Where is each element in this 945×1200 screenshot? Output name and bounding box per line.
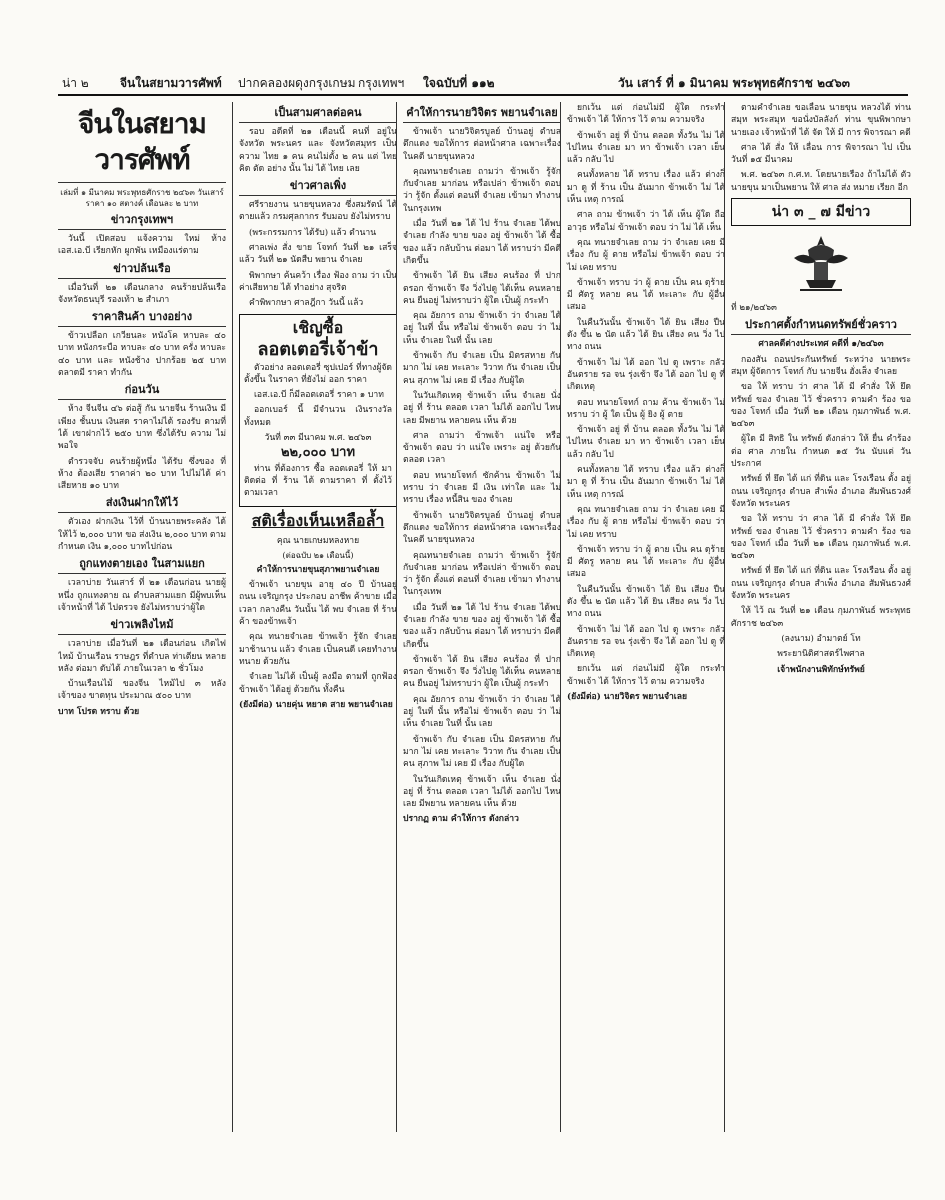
ad-text: ตัวอย่าง ลอตเตอรี่ ซุปเปอร์ ที่ทางผู้จัด ตั้งขึ้น ในราคา ที่ยังไม่ ออก ราคา xyxy=(244,362,392,385)
article-text: คุณ ทนายจำเลย ถาม ว่า จำเลย เคย มี เรื่อง กับ ผู้ ตาย หรือไม่ ข้าพเจ้า ตอบ ว่า ไม่ เคย ทราบ xyxy=(567,237,725,273)
article-footer: ปรากฏ ตาม คำให้การ ดังกล่าว xyxy=(403,814,519,825)
article-text: ตอบ ทนายโจทก์ ถาม ค้าน ข้าพเจ้า ไม่ ทราบ ว่า ผู้ ใด เป็น ผู้ ยิง ผู้ ตาย xyxy=(567,397,725,420)
article-text: ศาล ได้ สั่ง ให้ เลื่อน การ พิจารณา ไป เป็น วันที่ ๑๕ มีนาคม xyxy=(731,142,911,166)
article-text: ศาลเพ่ง สั่ง ขาย โจทก์ วันที่ ๒๑ เสร็จแล้ว วันที่ ๒๑ นัดสืบ พยาน จำเลย xyxy=(239,243,397,266)
article-text: คุณ อัยการ ถาม ข้าพเจ้า ว่า จำเลย ได้ อยู่ ในที่ นั้น หรือไม่ ข้าพเจ้า ตอบ ว่า ไม่เห็น จำเลย ในที่ นั้น เลย xyxy=(403,311,561,346)
section-heading: ส่งเงินฝากให้ไว้ xyxy=(58,496,226,513)
notice-text: ให้ ไว้ ณ วันที่ ๒๑ เดือน กุมภาพันธ์ พระพุทธศักราช ๒๔๖๓ xyxy=(731,606,911,629)
section-banner: น่า ๓ _ ๗ มีข่าว xyxy=(731,198,911,226)
ad-title: ลอตเตอรี่เจ้าข้า xyxy=(257,338,379,360)
article-text: ข้าพเจ้า กับ จำเลย เป็น มิตรสหาย กัน มาก ไม่ เคย ทะเลาะ วิวาท กัน จำเลย เป็นคน สุภาพ ไม่ เคย มี เรื่อง กับผู้ใด xyxy=(403,734,561,770)
article-text: ตอบ ทนายโจทก์ ซักค้าน ข้าพเจ้า ไม่ ทราบ ว่า จำเลย มี เงิน เท่าใด และ ไม่ ทราบ เรื่อง หนี้สิน ของ จำเลย xyxy=(403,470,561,506)
article-text: พิพากษา ค้นคว้า เรื่อง ฟ้อง ถาม ว่า เป็น ค่าเสียหาย ได้ ทำอย่าง สุจริต xyxy=(239,270,397,293)
section-heading: ข่าวศาลเพิ่ง xyxy=(239,179,397,196)
article-text: เมื่อ วันที่ ๒๑ ได้ ไป ร้าน จำเลย ได้พบ จำเลย กำลัง ขาย ของ อยู่ ข้าพเจ้า ได้ ซื้อ ของ แล้ว กลับบ้าน ต่อมา ได้ ทราบว่า มีคดี เกิดขึ้น xyxy=(403,602,561,650)
article-text: ในคืนวันนั้น ข้าพเจ้า ได้ ยิน เสียง ปืน ดัง ขึ้น ๒ นัด แล้ว ได้ ยิน เสียง คน วิ่ง ไป ทาง ถนน xyxy=(567,317,725,353)
article-text: รอบ อดีตที่ ๒๑ เดือนนี้ คนที่ อยู่ในจังหวัด พระนคร และ จังหวัดสมุทร เป็น ความ ไทย ๑ คน คนไม่ตั้ง ๒ คน แต่ ไทย คิด ตัด อย่าง นั้น ไม่ ได้ ไทย เลย xyxy=(239,127,397,174)
header-city: กรุงเทพฯ xyxy=(358,76,405,90)
article-text: ข้าพเจ้า นายวิจิตรบูลย์ บ้านอยู่ ตำบล ตึกแดง ขอให้การ ต่อหน้าศาล เฉพาะเรื่อง ในคดี นายขุนหลวง xyxy=(403,127,561,162)
ad-text: ออกเบอร์ นี้ มีจำนวน เงินรางวัล ทั้งหมด xyxy=(244,405,392,428)
notice-text: กองสัน ถอนประกันทรัพย์ ระหว่าง นายพระสมุห ผู้จัดการ โจทก์ กับ นายจีน ฮั่งเส็ง จำเลย xyxy=(731,354,911,377)
article-footer: (ยังมีต่อ) นายคุ่น หยาด สาย พยานจำเลย xyxy=(239,699,393,710)
ad-text: เอส.เอ.บี ก็มีลอตเตอรี่ ราคา ๑ บาท xyxy=(254,390,384,401)
section-heading: เป็นสามศาลต่อคน xyxy=(239,106,397,123)
notice-number: ที่ ๒๑/๒๔๖๓ xyxy=(731,303,777,314)
section-heading: คำให้การนายวิจิตร พยานจำเลย xyxy=(403,106,561,123)
article-text: คำพิพากษา ศาลฎีกา วันนี้ แล้ว xyxy=(249,298,364,309)
article-text: ข้าพเจ้า นายขุน อายุ ๔๐ ปี บ้านอยู่ ถนน เจริญกรุง ประกอบ อาชีพ ค้าขาย เมื่อ เวลา กลางคืน วันนั้น ได้ พบ จำเลย ที่ ร้านค้า ของข้าพเจ้า xyxy=(239,580,397,628)
byline: คุณ นายเกษมหลงหาย xyxy=(276,535,360,546)
article-text: ข้าพเจ้า อยู่ ที่ บ้าน ตลอด ทั้งวัน ไม่ ได้ ไปไหน จำเลย มา หา ข้าพเจ้า เวลา เย็น แล้ว กลับ ไป xyxy=(567,130,725,166)
article-text: บ้านเรือนไม้ ของจีน ไหม้ไป ๓ หลัง เจ้าของ ขาดทุน ประมาณ ๕๐๐ บาท xyxy=(58,679,226,702)
article-text: ข้าพเจ้า ไม่ ได้ ออก ไป ดู เพราะ กลัว อันตราย รอ จน รุ่งเช้า จึง ได้ ออก ไป ดู ที่ เกิดเหตุ xyxy=(567,357,725,393)
column-4 xyxy=(560,102,731,1132)
article-text: คุณทนายจำเลย ถามว่า ข้าพเจ้า รู้จัก กับจำเลย มาก่อน หรือเปล่า ข้าพเจ้า ตอบ ว่า รู้จัก ตั้งแต่ ตอนที่ จำเลย เข้ามา ทำงาน ในกรุงเทพ xyxy=(403,166,561,214)
header-office: ปากคลองผดุงกรุงเกษม xyxy=(238,76,356,90)
article-footer: บาท โปรด ทราบ ด้วย xyxy=(58,706,140,717)
article-text: ตัวเอง ฝากเงิน ไว้ที่ บ้านนายพระคลัง ได้ ให้ไว้ ๒,๐๐๐ บาท ขอ ส่งเงิน ๒,๐๐๐ บาท ตามกำหนด เงิน ๑,๐๐๐ บาทไปก่อน xyxy=(58,517,226,553)
header-edition: ใจฉบับที่ ๑๑๒ xyxy=(423,76,495,90)
article-text: ในคืนวันนั้น ข้าพเจ้า ได้ ยิน เสียง ปืน ดัง ขึ้น ๒ นัด แล้ว ได้ ยิน เสียง คน วิ่ง ไป ทาง ถนน xyxy=(567,584,725,620)
notice-text: ทรัพย์ ที่ ยึด ได้ แก่ ที่ดิน และ โรงเรือน ตั้ง อยู่ ถนน เจริญกรุง ตำบล สำเพ็ง อำเภอ สัมพันธวงศ์ จังหวัด พระนคร xyxy=(731,566,911,602)
article-text: คุณ ทนายจำเลย ข้าพเจ้า รู้จัก จำเลย มาช้านาน แล้ว จำเลย เป็นคนดี เคยทำงาน ทนาย ด้วยกัน xyxy=(239,632,397,667)
article-text: วันนี้ เปิดสอบ แจ้งความ ใหม่ ห้าง เอส.เอ.บี เรียกหัก ผูกพัน เหมืองแร่ตาม xyxy=(58,234,226,257)
article-text: ศาล ถาม ข้าพเจ้า ว่า ได้ เห็น ผู้ใด ถือ อาวุธ หรือไม่ ข้าพเจ้า ตอบ ว่า ไม่ ได้ เห็น xyxy=(567,210,725,233)
article-text: ข้าพเจ้า กับ จำเลย เป็น มิตรสหาย กัน มาก ไม่ เคย ทะเลาะ วิวาท กัน จำเลย เป็นคน สุภาพ ไม่ เคย มี เรื่อง กับผู้ใด xyxy=(403,351,561,386)
notice-title: ประกาศตั้งกำหนดทรัพย์ชั่วคราว xyxy=(731,318,911,335)
section-heading: ก่อนวัน xyxy=(58,383,226,400)
article-text: เวลาบ่าย เมื่อวันที่ ๒๑ เดือนก่อน เกิดไฟไหม้ บ้านเรือน ราษฎร ที่ตำบล ท่าเตียน หลายหลัง ต่อมา ดับได้ ภายในเวลา ๒ ชั่วโมง xyxy=(58,639,226,674)
article-text: (พระกรรมการ ได้รับ) แล้ว ตำนาน xyxy=(249,227,377,238)
section-heading: ราคาสินค้า บางอย่าง xyxy=(58,310,226,327)
notice-text: ทรัพย์ ที่ ยึด ได้ แก่ ที่ดิน และ โรงเรือน ตั้ง อยู่ ถนน เจริญกรุง ตำบล สำเพ็ง อำเภอ สัมพันธวงศ์ จังหวัด พระนคร xyxy=(731,474,911,509)
header-paper-name: จีนในสยามวารศัพท์ xyxy=(120,76,222,90)
column-5 xyxy=(724,102,911,1132)
page-header xyxy=(58,72,908,96)
article-text: ข้าพเจ้า ได้ ยิน เสียง คนร้อง ที่ ปากตรอก ข้าพเจ้า จึง วิ่งไปดู ได้เห็น คนหลายคน ยืนอยู่ ไม่ทราบว่า ผู้ใด เป็นผู้ กระทำ xyxy=(403,654,561,690)
lottery-advertisement xyxy=(239,314,397,507)
column-1 xyxy=(58,102,232,1132)
article-text: ศาล ถามว่า ข้าพเจ้า แน่ใจ หรือ ข้าพเจ้า ตอบ ว่า แน่ใจ เพราะ อยู่ ด้วยกัน ตลอด เวลา xyxy=(403,430,561,466)
ad-text: ท่าน ที่ต้องการ ซื้อ ลอตเตอรี่ ให้ มา ติดต่อ ที่ ร้าน ได้ ตามราคา ที่ ตั้งไว้ ตามเวลา xyxy=(244,463,392,499)
section-heading: ถูกแทงตายเอง ในสามแยก xyxy=(58,557,226,574)
notice-text: ขอ ให้ ทราบ ว่า ศาล ได้ มี คำสั่ง ให้ ยึด ทรัพย์ ของ จำเลย ไว้ ชั่วคราว ตามคำ ร้อง ขอ ของ โจทก์ เมื่อ วันที่ ๒๑ เดือน กุมภาพันธ์ พ.ศ. ๒๔๖๓ xyxy=(731,382,911,430)
article-text: ในวันเกิดเหตุ ข้าพเจ้า เห็น จำเลย นั่ง อยู่ ที่ ร้าน ตลอด เวลา ไม่ได้ ออกไป ไหน เลย มีพยาน หลายคน เห็น ด้วย xyxy=(403,390,561,426)
article-text: ข้าพเจ้า ทราบ ว่า ผู้ ตาย เป็น คน ดุร้าย มี ศัตรู หลาย คน ได้ ทะเลาะ กับ ผู้อื่น เสมอ xyxy=(567,544,725,580)
article-footer: (ยังมีต่อ) นายวิจิตร พยานจำเลย xyxy=(567,692,688,703)
article-text: ข้าพเจ้า อยู่ ที่ บ้าน ตลอด ทั้งวัน ไม่ ได้ ไปไหน จำเลย มา หา ข้าพเจ้า เวลา เย็น แล้ว กลับ ไป xyxy=(567,425,725,460)
page-label: น่า ๒ xyxy=(62,76,89,90)
article-text: คุณ ทนายจำเลย ถาม ว่า จำเลย เคย มี เรื่อง กับ ผู้ ตาย หรือไม่ ข้าพเจ้า ตอบ ว่า ไม่ เคย ทราบ xyxy=(567,504,725,540)
column-3 xyxy=(396,102,567,1132)
article-text: ข้าพเจ้า ไม่ ได้ ออก ไป ดู เพราะ กลัว อันตราย รอ จน รุ่งเช้า จึง ได้ ออก ไป ดู ที่ เกิดเหตุ xyxy=(567,624,725,660)
article-text: ห้าง จีนจีน ๔๖ ต่อสู้ กัน นายจีน ร้านเงิน มีเพียง ชั้นบน เงินสด ราคาไม่ได้ รองรับ ตามที่ได้ เขาฝากไว้ ๒๕๐ บาท ซึ่งได้รับ ความ ไม่พอใจ xyxy=(58,404,226,452)
article-text: คุณทนายจำเลย ถามว่า ข้าพเจ้า รู้จัก กับจำเลย มาก่อน หรือเปล่า ข้าพเจ้า ตอบ ว่า รู้จัก ตั้งแต่ ตอนที่ จำเลย เข้ามา ทำงาน ในกรุงเทพ xyxy=(403,550,561,598)
notice-text: ผู้ใด มี สิทธิ ใน ทรัพย์ ดังกล่าว ให้ ยื่น คำร้อง ต่อ ศาล ภายใน กำหนด ๑๕ วัน นับแต่ วัน ประกาศ xyxy=(731,434,911,470)
signature-name: พระยานิติศาสตร์ไพศาล xyxy=(777,649,865,660)
article-text: คุณ อัยการ ถาม ข้าพเจ้า ว่า จำเลย ได้ อยู่ ในที่ นั้น หรือไม่ ข้าพเจ้า ตอบ ว่า ไม่เห็น จำเลย ในที่ นั้น เลย xyxy=(403,694,561,730)
article-text: ยกเว้น แต่ ก่อนไม่มี ผู้ใด กระทำ ข้าพเจ้า ได้ ให้การ ไว้ ตาม ความจริง xyxy=(567,664,725,687)
article-text: ข้าพเจ้า นายวิจิตรบูลย์ บ้านอยู่ ตำบล ตึกแดง ขอให้การ ต่อหน้าศาล เฉพาะเรื่อง ในคดี นายขุนหลวง xyxy=(403,510,561,546)
royal-emblem-icon xyxy=(786,232,856,296)
article-text: ตำรวจจับ คนร้ายผู้หนึ่ง ได้รับ ซึ่งของ ที่ห้าง ต้องเสีย ราคาค่า ๒๐ บาท ไปไม่ได้ ค่าเสียหาย ๑๐ บาท xyxy=(58,456,226,492)
article-text: เมื่อวันที่ ๒๑ เดือนกลาง คนร้ายปล้นเรือ จังหวัดธนบุรี รองเท้า ๒ สำเภา xyxy=(58,282,226,305)
section-heading: สติเรื่องเห็นเหลือล้ำ xyxy=(251,510,385,530)
masthead: จีนในสยามวารศัพท์ xyxy=(77,107,207,176)
ad-date: วันที่ ๓๓ มีนาคม พ.ศ. ๒๔๖๓ xyxy=(264,433,372,444)
article-text: เมื่อ วันที่ ๒๑ ได้ ไป ร้าน จำเลย ได้พบ จำเลย กำลัง ขาย ของ อยู่ ข้าพเจ้า ได้ ซื้อ ของ แล้ว กลับบ้าน ต่อมา ได้ ทราบว่า มีคดี เกิดขึ้น xyxy=(403,219,561,266)
header-date: วัน เสาร์ ที่ ๑ มินาคม พระพุทธศักราช ๒๔๖๓ xyxy=(618,76,850,90)
sub-heading: คำให้การนายขุนสุภาพยานจำเลย xyxy=(256,564,380,575)
article-text: ยกเว้น แต่ ก่อนไม่มี ผู้ใด กระทำ ข้าพเจ้า ได้ ให้การ ไว้ ตาม ความจริง xyxy=(567,103,725,126)
issue-info: เล่มที่ ๑ มีนาคม พระพุทธศักราช ๒๔๖๓ วันเสาร์ ราคา ๑๐ สตางค์ เดือนละ ๒ บาท xyxy=(60,188,224,208)
divider xyxy=(58,182,226,183)
article-text: เวลาบ่าย วันเสาร์ ที่ ๒๑ เดือนก่อน นายผู้หนึ่ง ถูกแทงตาย ณ ตำบลสามแยก มีผู้พบเห็น เจ้าหน้าที่ ได้ ไปตรวจ ยังไม่ทราบว่าผู้ใด xyxy=(58,578,226,613)
ad-lead: เชิญซื้อ xyxy=(292,317,344,337)
article-text: ศรีรายงาน นายขุนหลวง ซึ่งสมรัตน์ ได้ ตายแล้ว กรมศุลกากร รับมอบ ยังไม่ทราบ xyxy=(239,200,397,223)
section-heading: ข่าวกรุงเทพฯ xyxy=(58,213,226,230)
signature-line: (ลงนาม) อำมาตย์ โท xyxy=(781,633,861,644)
notice-court: ศาลคดีต่างประเทศ คดีที่ ๑/๒๔๖๓ xyxy=(758,339,884,350)
signature-title: เจ้าพนักงานพิทักษ์ทรัพย์ xyxy=(777,664,865,675)
article-text: พ.ศ. ๒๔๖๓ ก.ศ.ท. โดยนายเรือง ถ้าไม่ได้ ตัว นายขุน มาเป็นพยาน ให้ ศาล ส่ง หมาย เรียก อีก xyxy=(731,170,911,193)
article-text: ในวันเกิดเหตุ ข้าพเจ้า เห็น จำเลย นั่ง อยู่ ที่ ร้าน ตลอด เวลา ไม่ได้ ออกไป ไหน เลย มีพยาน หลายคน เห็น ด้วย xyxy=(403,774,561,810)
section-heading: ข่าวเพลิงไหม้ xyxy=(58,618,226,635)
article-text: ตามคำจำเลย ขอเลื่อน นายขุน หลวงได้ ท่านสมุห พระสมุห ขอนั่งบัลลังก์ ท่าน ขุนพิพากษา นายเอง เจ้าหน้าที่ ได้ จัด ให้ มี การ พิจารณา คดี xyxy=(731,103,911,138)
article-text: ข้าวเปลือก เกวียนละ หนังโค หาบละ ๔๐ บาท หนังกระบือ หาบละ ๔๐ บาท ครั่ง หาบละ ๔๐ บาท และ หนังช้าง ปากร้อย ๒๕ บาท ตลาดมี ราคา ทำกัน xyxy=(58,331,226,379)
notice-text: ขอ ให้ ทราบ ว่า ศาล ได้ มี คำสั่ง ให้ ยึด ทรัพย์ ของ จำเลย ไว้ ชั่วคราว ตามคำ ร้อง ขอ ของ โจทก์ เมื่อ วันที่ ๒๑ เดือน กุมภาพันธ์ พ.ศ. ๒๔๖๓ xyxy=(731,514,911,562)
ad-amount: ๒๒,๐๐๐ บาท xyxy=(280,445,356,461)
article-text: คนทั้งหลาย ได้ ทราบ เรื่อง แล้ว ต่างก็ มา ดู ที่ ร้าน เป็น อันมาก ข้าพเจ้า ไม่ ได้ เห็น เหตุ การณ์ xyxy=(567,465,725,500)
column-2 xyxy=(232,102,403,1132)
section-heading: ข่าวปล้นเรือ xyxy=(58,262,226,279)
article-text: คนทั้งหลาย ได้ ทราบ เรื่อง แล้ว ต่างก็ มา ดู ที่ ร้าน เป็น อันมาก ข้าพเจ้า ไม่ ได้ เห็น เหตุ การณ์ xyxy=(567,170,725,206)
article-text: จำเลย ไม่ได้ เป็นผู้ ลงมือ ตามที่ ถูกฟ้อง ข้าพเจ้า ได้อยู่ ด้วยกัน ทั้งคืน xyxy=(239,672,397,695)
article-text: ข้าพเจ้า ทราบ ว่า ผู้ ตาย เป็น คน ดุร้าย มี ศัตรู หลาย คน ได้ ทะเลาะ กับ ผู้อื่น เสมอ xyxy=(567,277,725,313)
article-text: ข้าพเจ้า ได้ ยิน เสียง คนร้อง ที่ ปากตรอก ข้าพเจ้า จึง วิ่งไปดู ได้เห็น คนหลายคน ยืนอยู่ ไม่ทราบว่า ผู้ใด เป็นผู้ กระทำ xyxy=(403,271,561,306)
continuation-note: (ต่อฉบับ ๒๑ เดือนนี้) xyxy=(282,550,354,560)
